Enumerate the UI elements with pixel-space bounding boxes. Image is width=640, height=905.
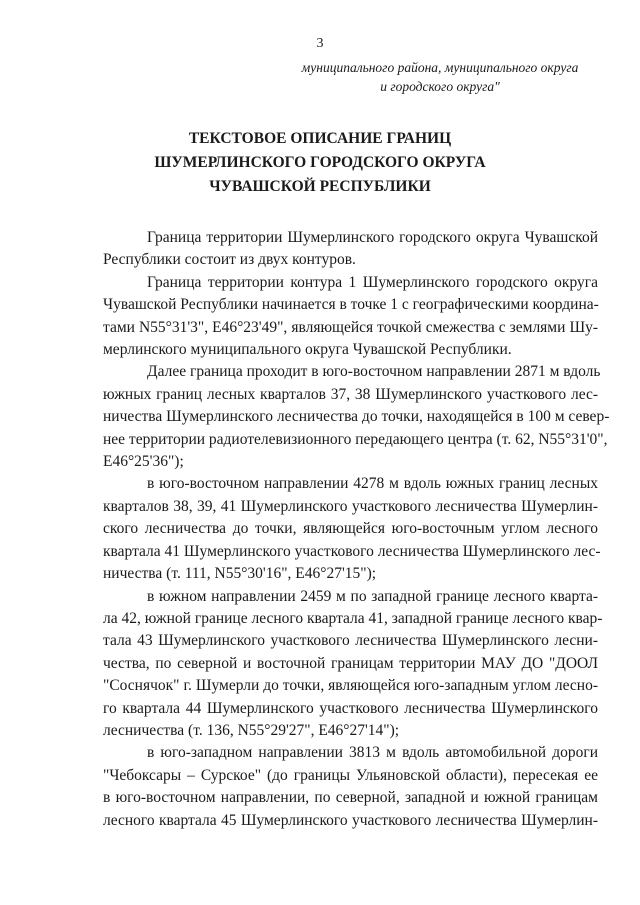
text-line: "Чебоксары – Сурское" (до границы Ульяновской области), пересекая ее <box>103 766 598 784</box>
text-line: кварталов 38, 39, 41 Шумерлинского участкового лесничества Шумерлин- <box>103 497 598 515</box>
text-line: го квартала 44 Шумерлинского участкового лесничества Шумерлинского <box>103 699 598 717</box>
page-number: 3 <box>316 36 324 51</box>
text-line: в юго-западном направлении 3813 м вдоль автомобильной дороги <box>147 744 598 762</box>
title-line: ШУМЕРЛИНСКОГО ГОРОДСКОГО ОКРУГА <box>154 154 486 171</box>
text-line: в южном направлении 2459 м по западной границе лесного кварта- <box>147 587 598 605</box>
text-line: в юго-восточном направлении, по северной, западной и южной границам <box>103 789 598 807</box>
text-line: чества, по северной и восточной границам территории МАУ ДО "ДООЛ <box>103 654 598 672</box>
text-line: Граница территории Шумерлинского городского округа Чувашской <box>147 229 598 246</box>
text-line: лесничества (т. 136, N55°29'27", E46°27'14"); <box>103 721 400 739</box>
document-title <box>0 127 640 199</box>
document-body <box>103 227 610 832</box>
title-line: ТЕКСТОВОЕ ОПИСАНИЕ ГРАНИЦ <box>188 130 452 147</box>
text-line: лесного квартала 45 Шумерлинского участкового лесничества Шумерлин- <box>103 811 598 829</box>
text-line: мерлинского муниципального округа Чувашской Республики. <box>103 341 512 359</box>
header-note-line: и городского округа" <box>380 79 500 94</box>
text-line: "Соснячок" г. Шумерли до точки, являющейся юго-западным углом лесно- <box>103 677 598 695</box>
text-line: квартала 41 Шумерлинского участкового лесничества Шумерлинского лес- <box>103 542 601 560</box>
text-line: в юго-восточном направлении 4278 м вдоль южных границ лесных <box>147 475 598 493</box>
text-line: Республики состоит из двух контуров. <box>103 251 356 269</box>
paragraph <box>103 272 598 362</box>
header-note <box>290 58 590 96</box>
text-line: ничества (т. 111, N55°30'16", E46°27'15"); <box>103 565 377 583</box>
text-line: Далее граница проходит в юго-восточном направлении 2871 м вдоль <box>147 363 601 381</box>
text-line: E46°25'36"); <box>103 453 184 471</box>
paragraph <box>103 742 598 832</box>
text-line: тала 43 Шумерлинского участкового лесничества Шумерлинского лесни- <box>103 632 598 650</box>
text-line: ничества Шумерлинского лесничества до точки, находящейся в 100 м север- <box>103 408 610 426</box>
paragraph <box>103 586 603 743</box>
paragraph <box>103 361 610 473</box>
header-note-line: муниципального района, муниципального округа <box>301 60 579 75</box>
paragraph <box>103 473 601 585</box>
text-line: ского лесничества до точки, являющейся юго-восточным углом лесного <box>103 520 598 538</box>
text-line: Граница территории контура 1 Шумерлинского городского округа <box>147 273 598 291</box>
text-line: нее территории радиотелевизионного передающего центра (т. 62, N55°31'0", <box>103 430 608 448</box>
text-line: Чувашской Республики начинается в точке 1 с географическими координа- <box>103 296 599 314</box>
text-line: тами N55°31'3", E46°23'49", являющейся точкой смежества с землями Шу- <box>103 318 598 336</box>
title-line: ЧУВАШСКОЙ РЕСПУБЛИКИ <box>209 178 431 195</box>
paragraph <box>103 227 598 272</box>
text-line: южных границ лесных кварталов 37, 38 Шумерлинского участкового лес- <box>103 385 598 403</box>
text-line: ла 42, южной границе лесного квартала 41, западной границе лесного квар- <box>103 609 603 627</box>
